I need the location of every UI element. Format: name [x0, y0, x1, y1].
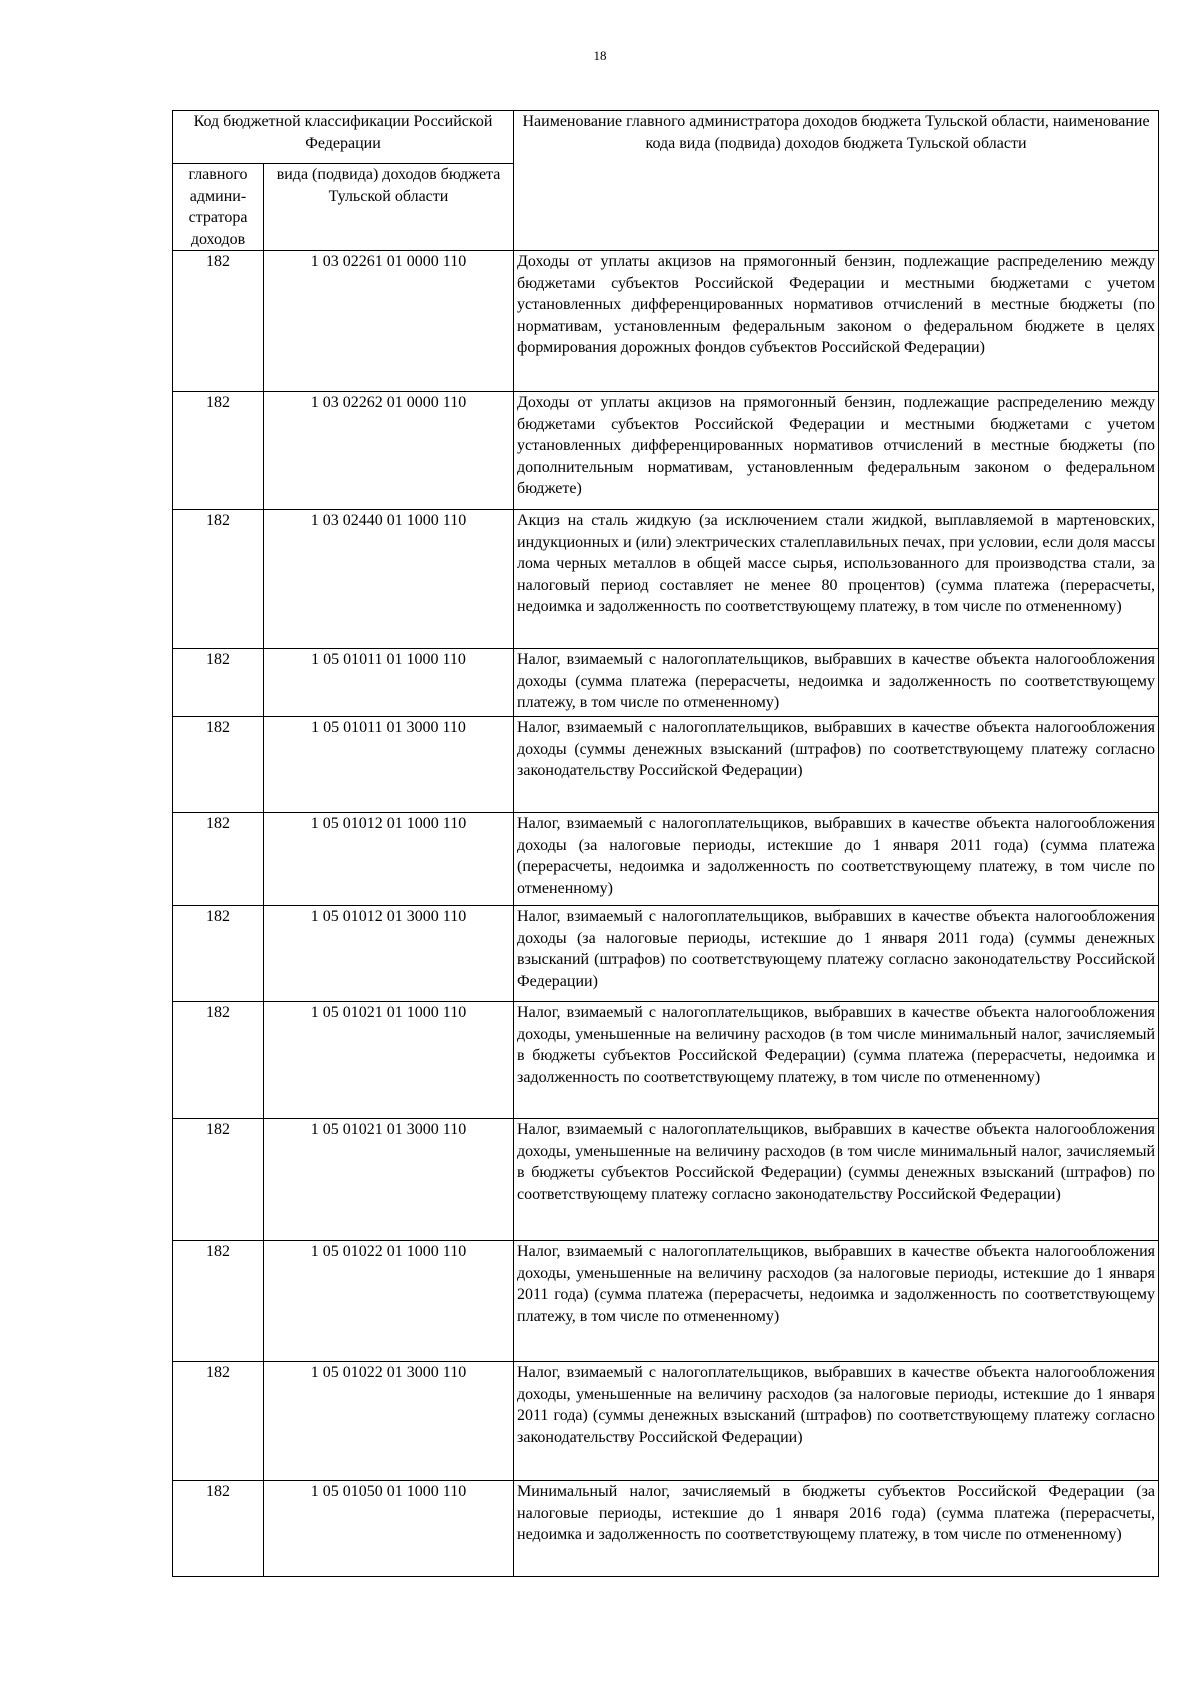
- table-row: [173, 1002, 1159, 1119]
- table-row: [173, 1362, 1159, 1481]
- admin-code-cell: 182: [173, 1481, 264, 1577]
- income-code-cell: 1 03 02261 01 0000 110: [264, 251, 514, 392]
- income-name-cell: Налог, взимаемый с налогоплательщиков, выбравших в качестве объекта налогообложения доходы (суммы денежных взысканий (штрафов) по соответствующему платежу согласно законодательству Российской Федерации): [514, 717, 1159, 813]
- admin-code-cell: 182: [173, 717, 264, 813]
- table-row: [173, 251, 1159, 392]
- income-code-cell: 1 05 01011 01 1000 110: [264, 649, 514, 717]
- income-code-cell: 1 05 01012 01 1000 110: [264, 813, 514, 906]
- admin-code-cell: 182: [173, 392, 264, 510]
- table-row: [173, 510, 1159, 649]
- admin-code-cell: 182: [173, 906, 264, 1002]
- table-row: [173, 906, 1159, 1002]
- income-name-cell: Доходы от уплаты акцизов на прямогонный бензин, подлежащие распределению между бюджетами субъектов Российской Федерации и местными бюджетами с учетом установленных дифференцированных нормативов отчислений в местные бюджеты (по нормативам, установленным федеральным законом о федеральном бюджете в целях формирования дорожных фондов субъектов Российской Федерации): [514, 251, 1159, 392]
- income-name-cell: Доходы от уплаты акцизов на прямогонный бензин, подлежащие распределению между бюджетами субъектов Российской Федерации и местными бюджетами с учетом установленных дифференцированных нормативов отчислений в местные бюджеты (по дополнительным нормативам, установленным федеральным законом о федеральном бюджете): [514, 392, 1159, 510]
- income-code-cell: 1 05 01050 01 1000 110: [264, 1481, 514, 1577]
- page-number: 18: [593, 48, 607, 63]
- income-name-cell: Налог, взимаемый с налогоплательщиков, выбравших в качестве объекта налогообложения доходы (сумма платежа (перерасчеты, недоимка и задолженность по соответствующему платежу, в том числе по отмененному): [514, 649, 1159, 717]
- income-code-cell: 1 05 01021 01 3000 110: [264, 1119, 514, 1241]
- income-code-cell: 1 05 01011 01 3000 110: [264, 717, 514, 813]
- income-name-cell: Налог, взимаемый с налогоплательщиков, выбравших в качестве объекта налогообложения доходы (за налоговые периоды, истекшие до 1 января 2011 года) (сумма платежа (перерасчеты, недоимка и задолженность по соответствующему платежу, в том числе по отмененному): [514, 813, 1159, 906]
- income-code-cell: 1 03 02440 01 1000 110: [264, 510, 514, 649]
- admin-code-cell: 182: [173, 1362, 264, 1481]
- admin-code-cell: 182: [173, 1119, 264, 1241]
- income-name-cell: Акциз на сталь жидкую (за исключением стали жидкой, выплавляемой в мартеновских, индукционных и (или) электрических сталеплавильных печах, при условии, если доля массы лома черных металлов в общей массе сырья, использованного для производства стали, за налоговый период составляет не менее 80 процентов) (сумма платежа (перерасчеты, недоимка и задолженность по соответствующему платежу, в том числе по отмененному): [514, 510, 1159, 649]
- admin-code-cell: 182: [173, 510, 264, 649]
- admin-code-cell: 182: [173, 813, 264, 906]
- table-row: [173, 649, 1159, 717]
- budget-classification-table: [172, 110, 1159, 1577]
- admin-code-cell: 182: [173, 649, 264, 717]
- income-name-cell: Налог, взимаемый с налогоплательщиков, выбравших в качестве объекта налогообложения доходы (за налоговые периоды, истекшие до 1 января 2011 года) (суммы денежных взысканий (штрафов) по соответствующему платежу согласно законодательству Российской Федерации): [514, 906, 1159, 1002]
- table-row: [173, 1481, 1159, 1577]
- admin-code-cell: 182: [173, 1241, 264, 1362]
- header-name-column: Наименование главного администратора доходов бюджета Тульской области, наименование кода вида (подвида) доходов бюджета Тульской области: [514, 111, 1159, 251]
- header-kind-column: вида (подвида) доходов бюджета Тульской области: [264, 164, 514, 251]
- income-code-cell: 1 05 01022 01 3000 110: [264, 1362, 514, 1481]
- income-name-cell: Налог, взимаемый с налогоплательщиков, выбравших в качестве объекта налогообложения доходы, уменьшенные на величину расходов (в том числе минимальный налог, зачисляемый в бюджеты субъектов Российской Федерации) (суммы денежных взысканий (штрафов) по соответствующему платежу согласно законодательству Российской Федерации): [514, 1119, 1159, 1241]
- income-name-cell: Налог, взимаемый с налогоплательщиков, выбравших в качестве объекта налогообложения доходы, уменьшенные на величину расходов (за налоговые периоды, истекшие до 1 января 2011 года) (сумма платежа (перерасчеты, недоимка и задолженность по соответствующему платежу, в том числе по отмененному): [514, 1241, 1159, 1362]
- income-code-cell: 1 05 01012 01 3000 110: [264, 906, 514, 1002]
- table-row: [173, 1119, 1159, 1241]
- income-name-cell: Налог, взимаемый с налогоплательщиков, выбравших в качестве объекта налогообложения доходы, уменьшенные на величину расходов (в том числе минимальный налог, зачисляемый в бюджеты субъектов Российской Федерации) (сумма платежа (перерасчеты, недоимка и задолженность по соответствующему платежу, в том числе по отмененному): [514, 1002, 1159, 1119]
- table-body: [173, 251, 1159, 1577]
- income-name-cell: Минимальный налог, зачисляемый в бюджеты субъектов Российской Федерации (за налоговые периоды, истекшие до 1 января 2016 года) (сумма платежа (перерасчеты, недоимка и задолженность по соответствующему платежу, в том числе по отмененному): [514, 1481, 1159, 1577]
- header-kbk-group: Код бюджетной классификации Российской Федерации: [173, 111, 514, 164]
- income-code-cell: 1 03 02262 01 0000 110: [264, 392, 514, 510]
- income-code-cell: 1 05 01022 01 1000 110: [264, 1241, 514, 1362]
- admin-code-cell: 182: [173, 1002, 264, 1119]
- table-row: [173, 392, 1159, 510]
- table-header: [173, 111, 1159, 251]
- income-name-cell: Налог, взимаемый с налогоплательщиков, выбравших в качестве объекта налогообложения доходы, уменьшенные на величину расходов (за налоговые периоды, истекшие до 1 января 2011 года) (суммы денежных взысканий (штрафов) по соответствующему платежу согласно законодательству Российской Федерации): [514, 1362, 1159, 1481]
- table-row: [173, 813, 1159, 906]
- table-row: [173, 1241, 1159, 1362]
- admin-code-cell: 182: [173, 251, 264, 392]
- header-admin-column: главного админи-стратора доходов: [173, 164, 264, 251]
- table-row: [173, 717, 1159, 813]
- income-code-cell: 1 05 01021 01 1000 110: [264, 1002, 514, 1119]
